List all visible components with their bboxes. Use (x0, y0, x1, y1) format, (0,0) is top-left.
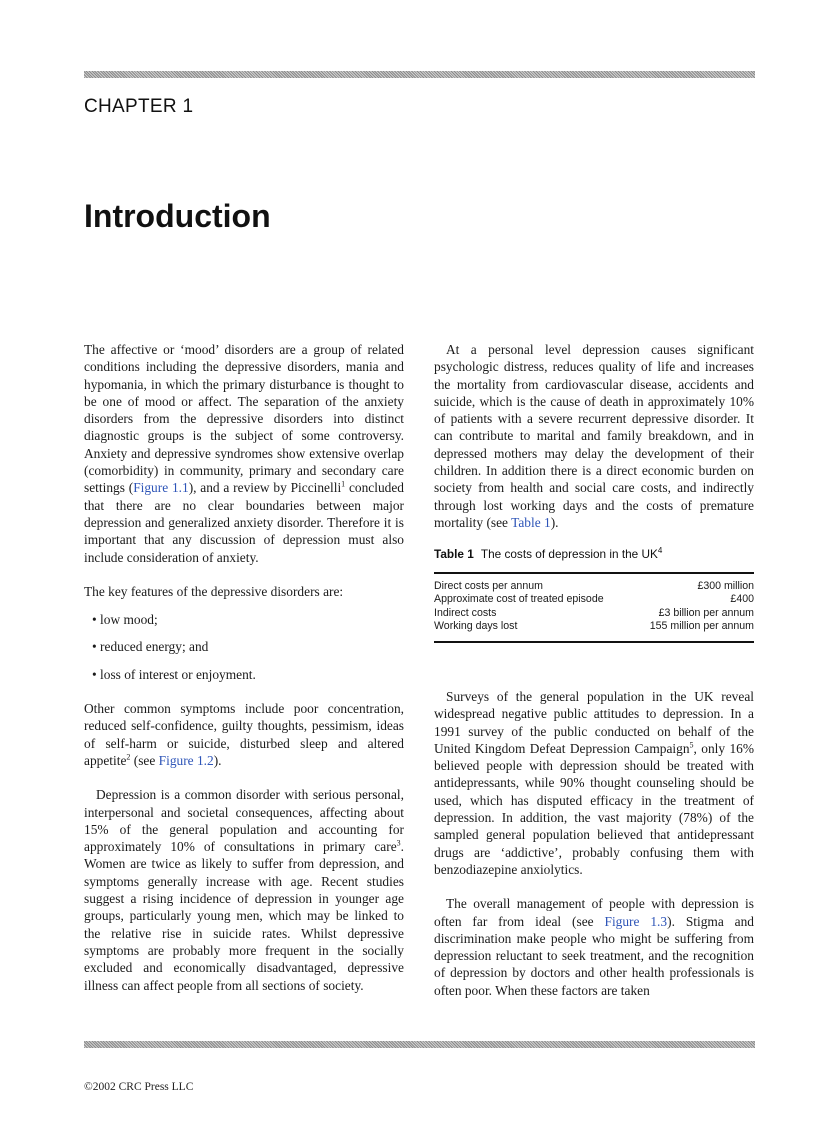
top-decorative-rule (84, 71, 755, 78)
list-item: • low mood; (92, 612, 158, 628)
figure-1-3-link[interactable]: Figure 1.3 (604, 913, 668, 929)
table-label: Table 1 (434, 547, 474, 562)
key-features-list (84, 611, 404, 683)
right-column (434, 341, 754, 999)
paragraph-prevalence: Depression is a common disorder with serious personal, interpersonal and societal consequences, affecting about 15% of the general population and accounting for approximately 10% of consultations in primary care$^3$. Women are twice as likely to suffer from depression, and symptoms generally increase with age. Recent studies suggest a rising incidence of depression in younger age groups, particularly young men, which may be linked to the relative rise in suicide rates. Whilst depressive symptoms are probably more frequent in the socially excluded and economically disadvantaged, depressive illness can affect people from all sections of society. (84, 787, 404, 993)
table-row: Indirect costs £3 billion per annum (434, 606, 754, 619)
left-column (84, 341, 404, 994)
paragraph-personal-level: At a personal level depression causes significant psychologic distress, reduces quality of life and increases the mortality from cardiovascular disease, accidents and suicide, which is the cause of death in approximately 10% of patients with a severe recurrent depressive disorder. It can contribute to marital and family breakdown, and in depressed mothers may delay the development of their children. In addition there is a direct economic burden on society from health and social care costs, and indirectly through lost working days and the costs of premature mortality (see Table 1). (434, 342, 754, 530)
list-item: • reduced energy; and (92, 639, 209, 655)
paragraph-other-symptoms: Other common symptoms include poor concentration, reduced self-confidence, guilty thoughts, pessimism, ideas of self-harm or suicide, disturbed sleep and altered appetite$^2$ (see Figure 1.2). (84, 701, 404, 768)
chapter-label: CHAPTER 1 (84, 96, 194, 117)
reference-5: 5 (689, 740, 694, 750)
paragraph-management: The overall management of people with depression is often far from ideal (see Figure 1.3). Stigma and discrimination make people who might be suffering from depression reluctant to seek treatment, and the recognition of depression by doctors and other health professionals is often poor. When these factors are taken (434, 896, 754, 998)
paragraph-intro: The affective or ‘mood’ disorders are a group of related conditions including the depressive disorders, mania and hypomania, in which the primary disturbance is thought to be one of mood or affect. The separation of the anxiety disorders from the depressive disorders into distinct diagnostic groups is the subject of some controversy. Anxiety and depressive syndromes show extensive overlap (comorbidity) in community, primary and secondary care settings (Figure 1.1), and a review by Piccinelli$^1$ concluded that there are no clear boundaries between major depression and generalized anxiety disorder. Therefore it is important that any discussion of depression must also include consideration of anxiety. (84, 342, 404, 565)
costs-table-block (434, 546, 754, 643)
paragraph-public-attitudes: Surveys of the general population in the UK reveal widespread negative public attitudes to depression. In a 1991 survey of the public conducted on behalf of the United Kingdom Defeat Depression Campaign$^5$, only 16% believed people with depression should be treated with antidepressants, while 90% thought counseling should be used, which has disputed efficacy in the treatment of depression. In addition, the vast majority (78%) of the sampled general population believed that antidepressant drugs are ‘addictive’, probably confusing them with benzodiazepine anxiolytics. (434, 688, 754, 877)
bottom-decorative-rule (84, 1041, 755, 1048)
figure-1-2-link[interactable]: Figure 1.2 (158, 752, 214, 768)
paragraph-key-features: The key features of the depressive disorders are: (84, 583, 344, 599)
costs-table (434, 572, 754, 643)
table-row: Working days lost 155 million per annum (434, 620, 754, 633)
table-1-link[interactable]: Table 1 (511, 514, 551, 530)
list-item: • loss of interest or enjoyment. (92, 666, 256, 682)
reference-3: 3 (396, 838, 401, 848)
reference-2: 2 (126, 752, 131, 762)
reference-4: 4 (657, 546, 663, 556)
figure-1-1-link[interactable]: Figure 1.1 (133, 480, 189, 496)
reference-1: 1 (341, 479, 346, 489)
table-caption: Table 1 The costs of depression in the $UK^4$ (434, 546, 663, 562)
table-row: Approximate cost of treated episode £400 (434, 593, 754, 606)
copyright-footer: ©2002 CRC Press LLC (84, 1081, 194, 1093)
table-row: Direct costs per annum £300 million (434, 579, 754, 592)
chapter-title: Introduction (84, 198, 271, 234)
